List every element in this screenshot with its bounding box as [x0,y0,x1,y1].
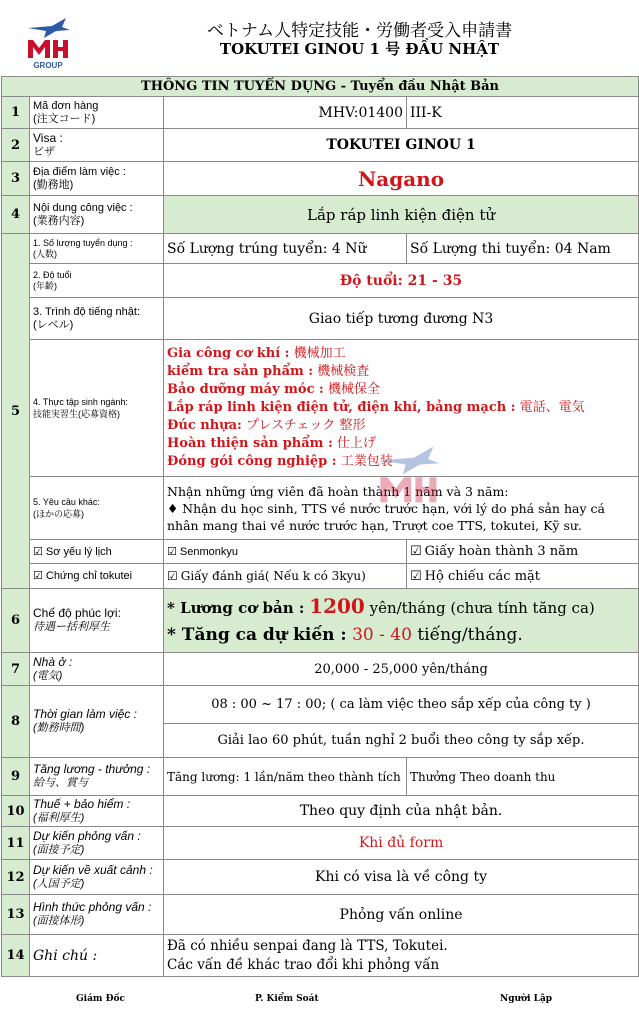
checkbox-passport: ☑ Hộ chiếu các mặt [407,564,639,589]
table-row [2,564,639,589]
list-item: Gia công cơ khí : 機械加工 [167,346,346,361]
table-row [2,264,639,298]
row-number: 13 [2,895,30,935]
table-row [2,860,639,895]
checkbox-senmonkyu: ☑ Senmonkyu [164,540,407,564]
note-line: Các vấn đề khác trao đổi khi phỏng vấn [167,956,440,973]
row-number: 14 [2,935,30,977]
row-number: 11 [2,827,30,860]
row-number: 5 [2,234,30,589]
row-label: Visa : ビザ [30,129,164,162]
table-row [2,895,639,935]
requirement-line: ♦ Nhận du học sinh, TTS về nước trước hạn, với lý do phá sản hay cá nhân mang thai về nước trước hạn, Trượt coe TTS, tokutei, Kỹ sư. [167,500,605,533]
row-label: Nội dung công việc : (業務内容) [30,196,164,234]
row-label: Hình thức phỏng vấn : (面接体形) [30,895,164,935]
table-row [2,589,639,653]
benefits [164,589,639,653]
work-location: Nagano [164,162,639,196]
title-vietnamese: TOKUTEI GINOU 1 号 ĐẦU NHẬT [219,40,500,58]
table-row [2,686,639,724]
row-number: 4 [2,196,30,234]
list-item: Bảo dưỡng máy móc : 機械保全 [167,382,380,397]
recruitment-info-table [1,76,639,977]
japanese-level: Giao tiếp tương đương N3 [164,298,639,340]
job-content: Lắp ráp linh kiện điện tử [164,196,639,234]
bonus: Thưởng Theo doanh thu [407,758,639,796]
document-header [0,0,639,75]
signature-inspector: P. Kiểm Soát [255,994,319,1004]
housing-cost: 20,000 - 25,000 yên/tháng [164,653,639,686]
row-number: 7 [2,653,30,686]
row-label: Nhà ở : (電気) [30,653,164,686]
table-row [2,477,639,540]
row-label: Ghi chú : [30,935,164,977]
company-logo [22,14,72,70]
table-row [2,653,639,686]
salary-raise: Tăng lương: 1 lần/năm theo thành tích [164,758,407,796]
row-label: Thuế + bảo hiểm : (福利厚生) [30,796,164,827]
table-row [2,827,639,860]
row-number: 6 [2,589,30,653]
list-item: Lắp ráp linh kiện điện tử, điện khí, bảng mạch : 電話、電気 [167,400,585,415]
hiring-count-female: Số Lượng trúng tuyển: 4 Nữ [164,234,407,264]
order-code-suffix: III-K [407,97,639,129]
table-row [2,129,639,162]
row-number: 2 [2,129,30,162]
table-row [2,97,639,129]
svg-text:GROUP: GROUP [33,61,63,70]
salary-line: * Lương cơ bản : 1200 yên/tháng (chưa tính tăng ca) [167,593,595,618]
signature-director: Giám Đốc [76,994,125,1004]
notes [164,935,639,977]
order-code: MHV:01400 [164,97,407,129]
interview-schedule: Khi đủ form [164,827,639,860]
row-label: Địa điểm làm việc : (勤務地) [30,162,164,196]
table-row [2,758,639,796]
row-label: Dự kiến về xuất cảnh : (人国予定) [30,860,164,895]
working-hours: 08 : 00 ~ 17 : 00; ( ca làm việc theo sắp xếp của công ty ) [164,686,639,724]
tax-insurance: Theo quy định của nhật bản. [164,796,639,827]
title-japanese: ベトナム人特定技能・労働者受入申請書 [206,21,513,41]
list-item: Đóng gói công nghiệp : 工業包装 [167,454,393,469]
visa-type: TOKUTEI GINOU 1 [164,129,639,162]
note-line: Đã có nhiều senpai đang là TTS, Tokutei. [167,937,448,954]
departure-schedule: Khi có visa là về công ty [164,860,639,895]
row-number: 1 [2,97,30,129]
section-title: THÔNG TIN TUYỂN DỤNG - Tuyển đầu Nhật Bản [2,77,639,97]
row-number: 10 [2,796,30,827]
checkbox-completion-3y: ☑ Giấy hoàn thành 3 năm [407,540,639,564]
row-number: 8 [2,686,30,758]
overtime-line: * Tăng ca dự kiến : 30 - 40 tiếng/tháng. [167,624,523,645]
table-row [2,540,639,564]
watermark-logo [372,440,442,520]
checkbox-cv: ☑ Sơ yếu lý lịch [30,540,164,564]
row-label: Chế độ phúc lợi: 待遇ー括利厚生 [30,589,164,653]
break-schedule: Giải lao 60 phút, tuần nghỉ 2 buổi theo công ty sắp xếp. [164,724,639,758]
row-label: 5. Yêu cầu khác: (ほかの応募) [30,477,164,540]
signature-creator: Người Lập [500,994,553,1004]
row-number: 3 [2,162,30,196]
table-row [2,935,639,977]
checkbox-evaluation: ☑ Giấy đánh giá( Nếu k có 3kyu) [164,564,407,589]
table-row [2,196,639,234]
row-label: Mã đơn hàng (注文コード) [30,97,164,129]
row-label: Dự kiến phỏng vấn : (面接予定) [30,827,164,860]
row-label: 2. Độ tuổi (年齢) [30,264,164,298]
row-label: 3. Trình độ tiếng nhật: (レベル) [30,298,164,340]
table-row [2,234,639,264]
table-row [2,298,639,340]
list-item: Hoàn thiện sản phẩm : 仕上げ [167,436,376,451]
table-row [2,796,639,827]
table-row [2,340,639,477]
row-label: 4. Thực tập sinh ngành: 技能実習生(応募資格) [30,340,164,477]
checkbox-tokutei-cert: ☑ Chứng chỉ tokutei [30,564,164,589]
age-range: Độ tuổi: 21 - 35 [164,264,639,298]
row-number: 12 [2,860,30,895]
row-label: 1. Số lượng tuyển dụng : (人数) [30,234,164,264]
interview-format: Phỏng vấn online [164,895,639,935]
list-item: Đúc nhựa: プレスチェック 整形 [167,418,366,433]
list-item: kiểm tra sản phẩm : 機械検査 [167,364,370,379]
exam-count-male: Số Lượng thi tuyển: 04 Nam [407,234,639,264]
row-number: 9 [2,758,30,796]
requirement-line: Nhận những ứng viên đã hoàn thành 1 năm và 3 năm: [167,483,509,499]
row-label: Thời gian làm việc : (勤務時間) [30,686,164,758]
table-row [2,162,639,196]
row-label: Tăng lương - thưởng : 給与、賞与 [30,758,164,796]
